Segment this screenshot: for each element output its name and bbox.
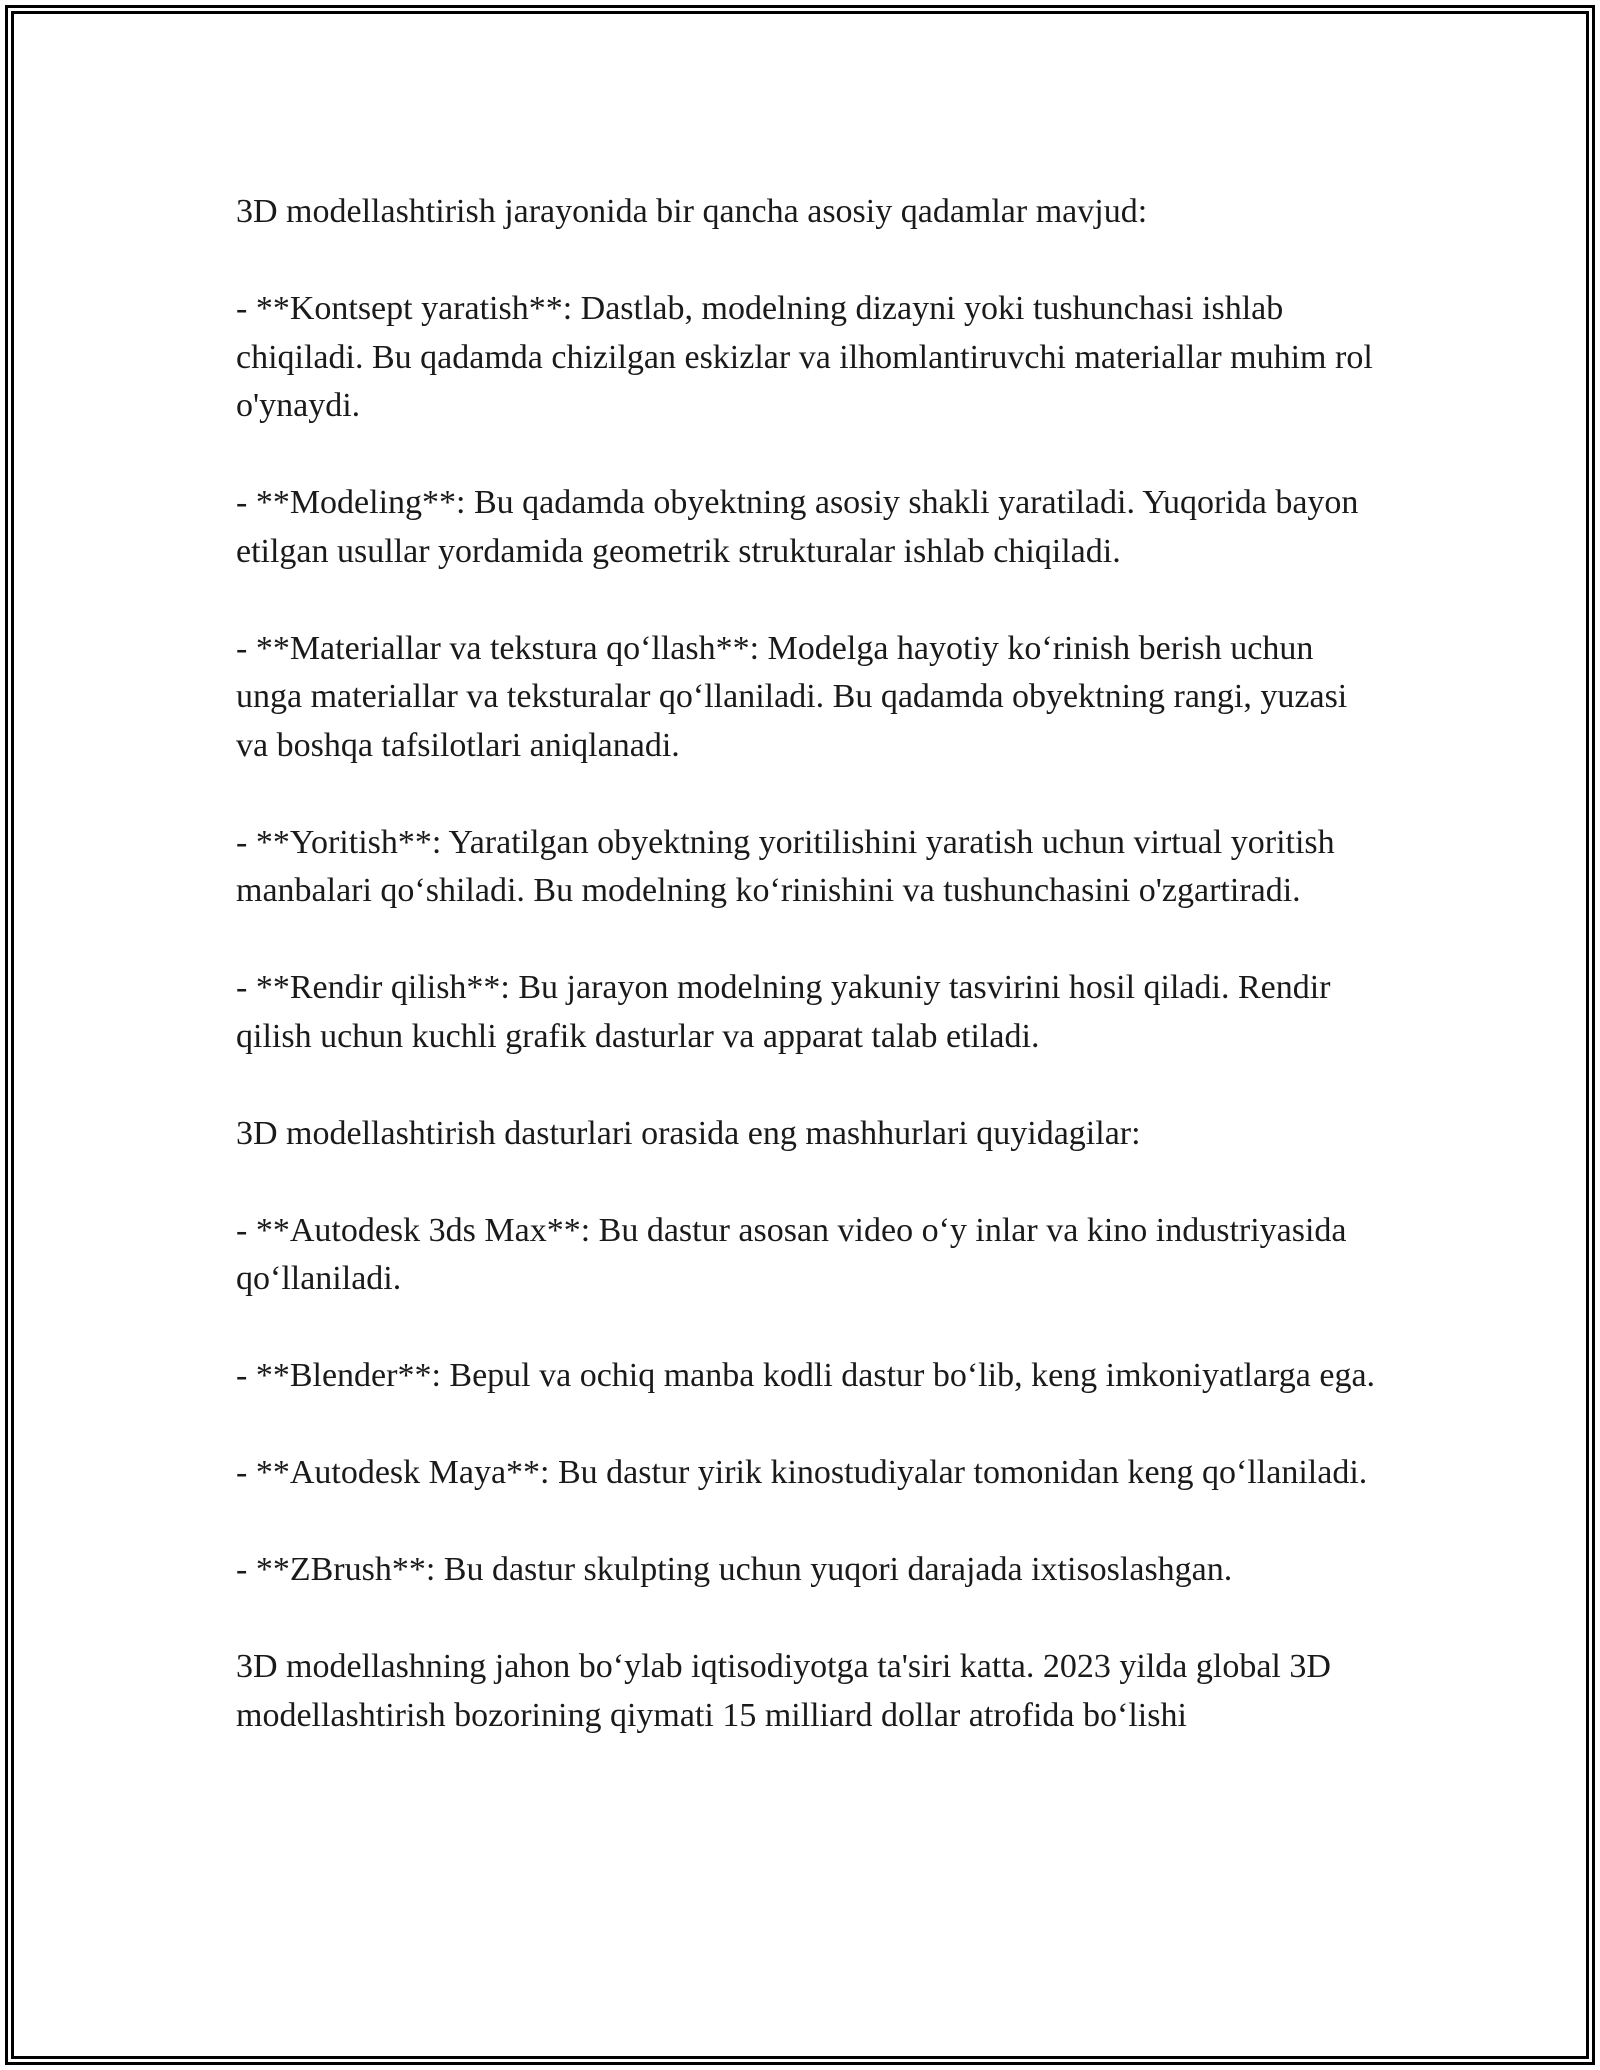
software-3dsmax-paragraph: - **Autodesk 3ds Max**: Bu dastur asosan video o‘y inlar va kino industriyasida qo‘llaniladi. <box>236 1211 1347 1297</box>
economy-paragraph: 3D modellashning jahon bo‘ylab iqtisodiyotga ta'siri katta. 2023 yilda global 3D modellashtirish bozorining qiymati 15 milliard dollar atrofida bo‘lishi <box>236 1648 1331 1734</box>
step-concept-paragraph: - **Kontsept yaratish**: Dastlab, modelning dizayni yoki tushunchasi ishlab chiqiladi. Bu qadamda chizilgan eskizlar va ilhomlantiruvchi materiallar muhim rol o'ynaydi. <box>236 290 1373 424</box>
step-modeling-paragraph: - **Modeling**: Bu qadamda obyektning asosiy shakli yaratiladi. Yuqorida bayon etilgan usullar yordamida geometrik strukturalar ishlab chiqiladi. <box>236 484 1359 570</box>
software-maya-paragraph: - **Autodesk Maya**: Bu dastur yirik kinostudiyalar tomonidan keng qo‘llaniladi. <box>236 1454 1368 1491</box>
intro-software-paragraph: 3D modellashtirish dasturlari orasida eng mashhurlari quyidagilar: <box>236 1114 1141 1152</box>
step-materials-paragraph: - **Materiallar va tekstura qo‘llash**: Modelga hayotiy ko‘rinish berish uchun unga materiallar va teksturalar qo‘llaniladi. Bu qadamda obyektning rangi, yuzasi va boshqa tafsilotlari aniqlanadi. <box>236 629 1348 764</box>
software-zbrush-paragraph: - **ZBrush**: Bu dastur skulpting uchun yuqori darajada ixtisoslashgan. <box>236 1551 1233 1588</box>
step-lighting-paragraph: - **Yoritish**: Yaratilgan obyektning yoritilishini yaratish uchun virtual yoritish manbalari qo‘shiladi. Bu modelning ko‘rinishini va tushunchasini o'zgartiradi. <box>236 823 1335 909</box>
document-body <box>236 188 1386 1789</box>
intro-steps-paragraph: 3D modellashtirish jarayonida bir qancha asosiy qadamlar mavjud: <box>236 193 1148 230</box>
step-render-paragraph: - **Rendir qilish**: Bu jarayon modelning yakuniy tasvirini hosil qiladi. Rendir qilish uchun kuchli grafik dasturlar va apparat talab etiladi. <box>236 969 1331 1055</box>
software-blender-paragraph: - **Blender**: Bepul va ochiq manba kodli dastur bo‘lib, keng imkoniyatlarga ega. <box>236 1357 1376 1394</box>
